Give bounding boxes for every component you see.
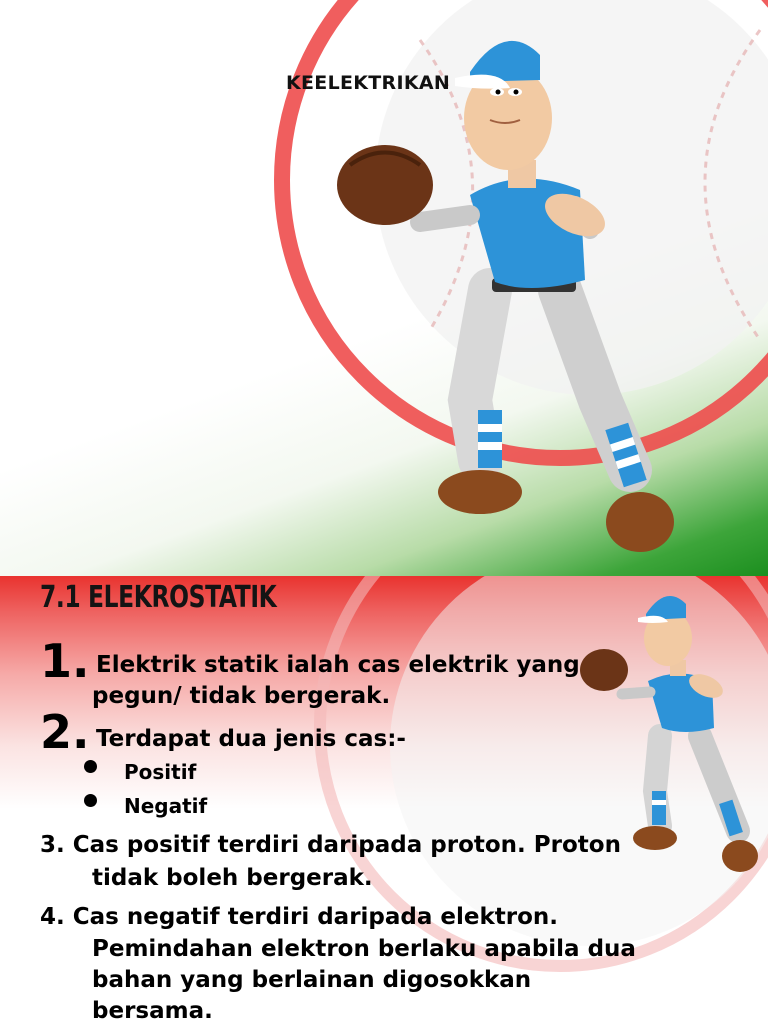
bullet-positif: Positif [124, 760, 197, 784]
bullet-dot [84, 760, 97, 773]
slide-title: KEELEKTRIKAN [286, 72, 451, 94]
item-1-line-1: Elektrik statik ialah cas elektrik yang [96, 652, 580, 678]
item-3-line-1: 3. Cas positif terdiri daripada proton. Proton [40, 832, 621, 858]
item-2-number: 2. [40, 705, 90, 759]
item-4-line-3: bahan yang berlainan digosokkan [92, 967, 532, 993]
item-3-line-2: tidak boleh bergerak. [92, 865, 373, 891]
bullet-negatif: Negatif [124, 794, 208, 818]
item-4-line-4: bersama. [92, 998, 213, 1024]
item-1-line-2: pegun/ tidak bergerak. [92, 683, 391, 709]
slide-2 [0, 576, 768, 1024]
item-2-line-1: Terdapat dua jenis cas:- [96, 726, 406, 752]
item-4-line-2: Pemindahan elektron berlaku apabila dua [92, 936, 636, 962]
item-1-number: 1. [40, 634, 90, 688]
section-title: 7.1 ELEKROSTATIK [40, 580, 277, 615]
bullet-dot [84, 794, 97, 807]
item-4-line-1: 4. Cas negatif terdiri daripada elektron. [40, 904, 559, 930]
